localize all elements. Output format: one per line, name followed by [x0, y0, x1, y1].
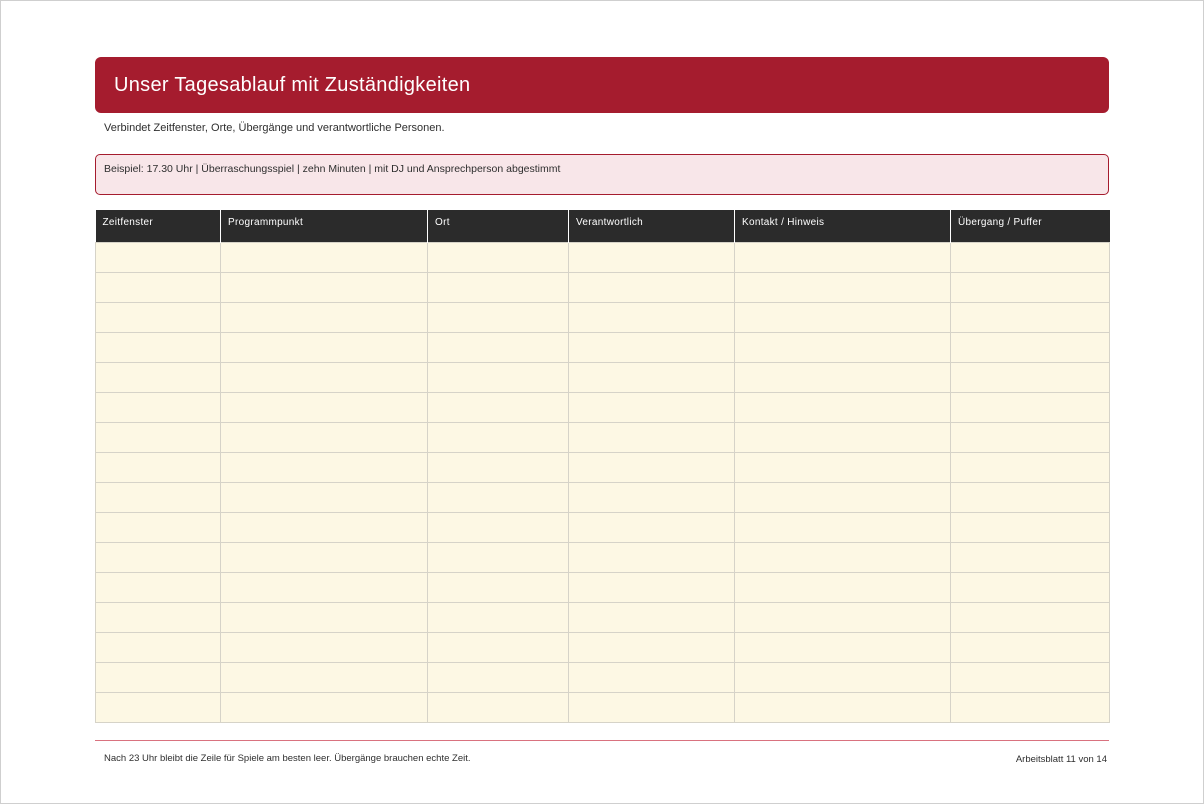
table-cell[interactable] [569, 452, 735, 482]
table-cell[interactable] [951, 602, 1110, 632]
table-cell[interactable] [221, 392, 428, 422]
table-cell[interactable] [951, 302, 1110, 332]
table-cell[interactable] [221, 542, 428, 572]
table-cell[interactable] [735, 392, 951, 422]
table-cell[interactable] [221, 692, 428, 722]
column-header-ort: Ort [428, 210, 569, 242]
table-row [96, 632, 1110, 662]
table-cell[interactable] [428, 422, 569, 452]
table-cell[interactable] [96, 692, 221, 722]
table-cell[interactable] [951, 542, 1110, 572]
table-cell[interactable] [96, 572, 221, 602]
table-cell[interactable] [569, 272, 735, 302]
table-cell[interactable] [735, 542, 951, 572]
table-cell[interactable] [96, 242, 221, 272]
table-cell[interactable] [96, 542, 221, 572]
table-cell[interactable] [569, 392, 735, 422]
table-cell[interactable] [569, 242, 735, 272]
table-cell[interactable] [951, 392, 1110, 422]
table-cell[interactable] [96, 422, 221, 452]
table-cell[interactable] [221, 602, 428, 632]
table-cell[interactable] [951, 662, 1110, 692]
table-cell[interactable] [735, 482, 951, 512]
table-cell[interactable] [735, 692, 951, 722]
table-cell[interactable] [569, 692, 735, 722]
table-cell[interactable] [569, 632, 735, 662]
table-cell[interactable] [96, 602, 221, 632]
table-row [96, 542, 1110, 572]
table-row [96, 362, 1110, 392]
table-cell[interactable] [735, 452, 951, 482]
table-cell[interactable] [428, 632, 569, 662]
column-header-programmpunkt: Programmpunkt [221, 210, 428, 242]
table-cell[interactable] [428, 602, 569, 632]
table-cell[interactable] [951, 482, 1110, 512]
table-cell[interactable] [735, 362, 951, 392]
table-cell[interactable] [951, 362, 1110, 392]
table-cell[interactable] [735, 662, 951, 692]
column-header-zeitfenster: Zeitfenster [96, 210, 221, 242]
table-cell[interactable] [951, 512, 1110, 542]
table-cell[interactable] [735, 302, 951, 332]
table-header-row [96, 210, 1110, 242]
table-cell[interactable] [951, 272, 1110, 302]
table-cell[interactable] [221, 422, 428, 452]
table-cell[interactable] [735, 272, 951, 302]
table-cell[interactable] [569, 512, 735, 542]
table-cell[interactable] [569, 482, 735, 512]
table-cell[interactable] [735, 242, 951, 272]
table-row [96, 602, 1110, 632]
table-cell[interactable] [221, 332, 428, 362]
table-cell[interactable] [569, 572, 735, 602]
table-row [96, 392, 1110, 422]
table-cell[interactable] [221, 302, 428, 332]
table-row [96, 662, 1110, 692]
example-text: Beispiel: 17.30 Uhr | Überraschungsspiel | zehn Minuten | mit DJ und Ansprechperson abgestimmt [104, 163, 561, 175]
column-header-uebergang-puffer: Übergang / Puffer [951, 210, 1110, 242]
table-cell[interactable] [428, 542, 569, 572]
table-row [96, 272, 1110, 302]
table-cell[interactable] [221, 572, 428, 602]
table-cell[interactable] [428, 452, 569, 482]
table-cell[interactable] [96, 482, 221, 512]
table-row [96, 692, 1110, 722]
table-cell[interactable] [428, 332, 569, 362]
table-cell[interactable] [428, 662, 569, 692]
table-cell[interactable] [735, 422, 951, 452]
footer-note: Nach 23 Uhr bleibt die Zeile für Spiele am besten leer. Übergänge brauchen echte Zeit. [104, 753, 471, 764]
table-cell[interactable] [428, 512, 569, 542]
table-cell[interactable] [735, 332, 951, 362]
table-cell[interactable] [569, 422, 735, 452]
table-cell[interactable] [96, 362, 221, 392]
footer-divider [95, 740, 1109, 741]
page-subtitle: Verbindet Zeitfenster, Orte, Übergänge und verantwortliche Personen. [104, 122, 445, 134]
table-row [96, 332, 1110, 362]
table-cell[interactable] [96, 332, 221, 362]
example-box [95, 154, 1109, 195]
table-cell[interactable] [221, 272, 428, 302]
table-cell[interactable] [96, 302, 221, 332]
table-cell[interactable] [428, 572, 569, 602]
table-cell[interactable] [221, 482, 428, 512]
table-cell[interactable] [221, 512, 428, 542]
table-cell[interactable] [221, 632, 428, 662]
table-cell[interactable] [951, 632, 1110, 662]
table-cell[interactable] [735, 572, 951, 602]
table-cell[interactable] [96, 662, 221, 692]
table-row [96, 302, 1110, 332]
table-cell[interactable] [951, 452, 1110, 482]
title-banner [95, 57, 1109, 113]
table-cell[interactable] [96, 392, 221, 422]
table-row [96, 482, 1110, 512]
table-cell[interactable] [221, 662, 428, 692]
table-cell[interactable] [96, 632, 221, 662]
table-cell[interactable] [96, 512, 221, 542]
table-cell[interactable] [428, 362, 569, 392]
table-row [96, 422, 1110, 452]
table-cell[interactable] [735, 632, 951, 662]
table-cell[interactable] [951, 692, 1110, 722]
table-cell[interactable] [221, 242, 428, 272]
table-cell[interactable] [428, 482, 569, 512]
table-cell[interactable] [569, 302, 735, 332]
table-cell[interactable] [96, 452, 221, 482]
table-cell[interactable] [735, 602, 951, 632]
table-cell[interactable] [221, 452, 428, 482]
page-title: Unser Tagesablauf mit Zuständigkeiten [114, 73, 471, 96]
table-cell[interactable] [735, 512, 951, 542]
table-cell[interactable] [569, 542, 735, 572]
page-number: Arbeitsblatt 11 von 14 [1015, 754, 1107, 765]
table-cell[interactable] [951, 242, 1110, 272]
table-cell[interactable] [951, 332, 1110, 362]
table-cell[interactable] [221, 362, 428, 392]
table-cell[interactable] [428, 272, 569, 302]
table-cell[interactable] [96, 272, 221, 302]
table-cell[interactable] [428, 392, 569, 422]
table-cell[interactable] [569, 602, 735, 632]
table-row [96, 242, 1110, 272]
table-cell[interactable] [569, 662, 735, 692]
column-header-verantwortlich: Verantwortlich [569, 210, 735, 242]
table-body [96, 242, 1110, 722]
schedule-table [95, 210, 1110, 723]
table-cell[interactable] [428, 302, 569, 332]
table-cell[interactable] [569, 362, 735, 392]
table-cell[interactable] [951, 422, 1110, 452]
table-row [96, 572, 1110, 602]
table-cell[interactable] [428, 692, 569, 722]
table-row [96, 512, 1110, 542]
table-row [96, 452, 1110, 482]
table-cell[interactable] [951, 572, 1110, 602]
column-header-kontakt-hinweis: Kontakt / Hinweis [735, 210, 951, 242]
table-cell[interactable] [569, 332, 735, 362]
table-cell[interactable] [428, 242, 569, 272]
